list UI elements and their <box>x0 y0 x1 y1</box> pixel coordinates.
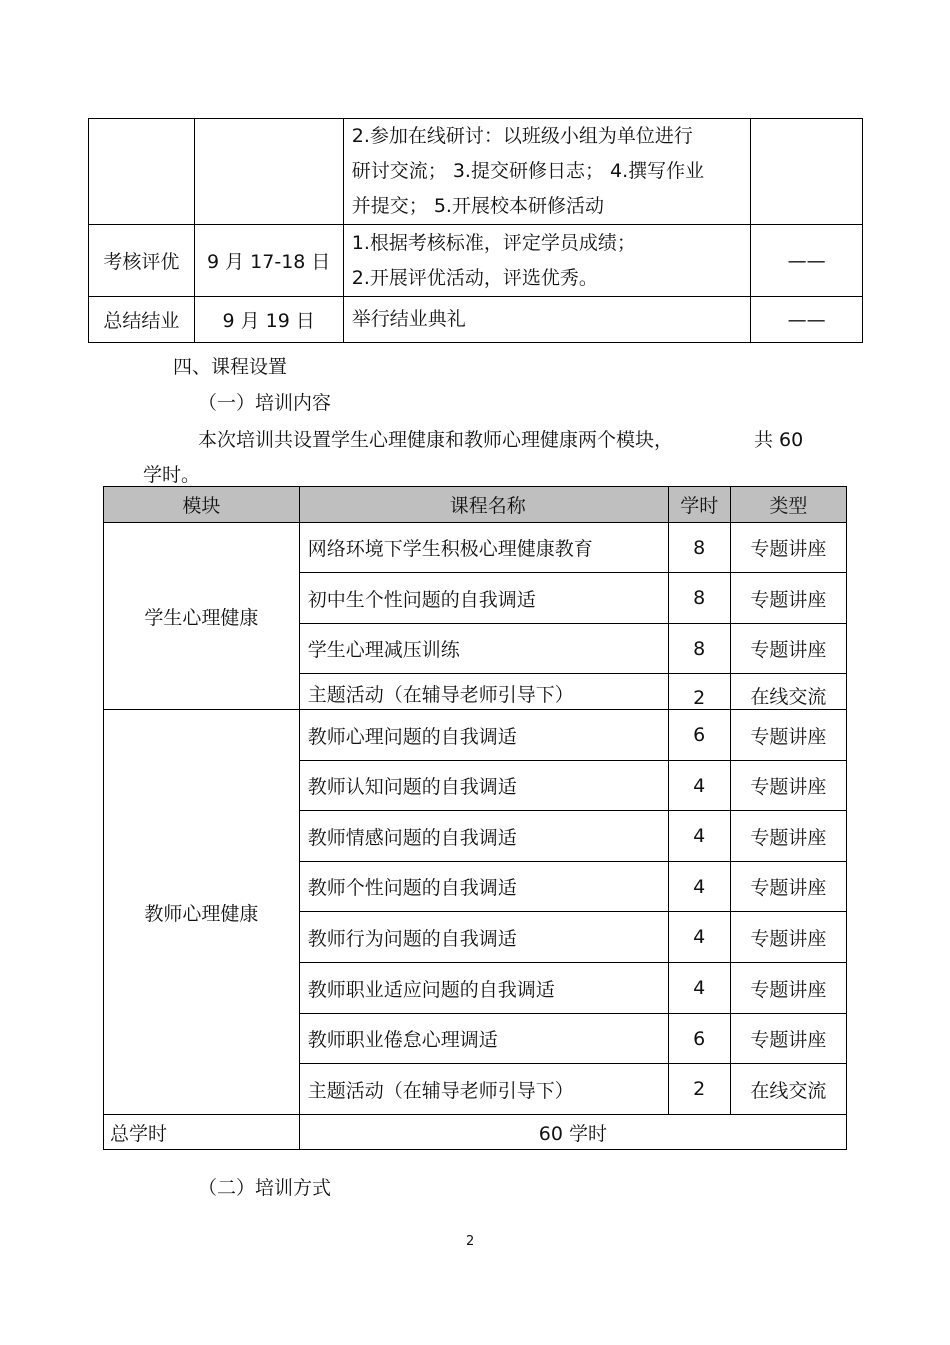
schedule-content-line: 并提交； 5.开展校本研修活动 <box>351 195 604 217</box>
course-name: 网络环境下学生积极心理健康教育 <box>299 523 668 573</box>
course-name: 教师行为问题的自我调适 <box>299 912 668 963</box>
course-hours: 8 <box>668 523 730 573</box>
total-row <box>104 1115 847 1150</box>
course-name: 教师职业适应问题的自我调适 <box>299 963 668 1014</box>
course-type: 专题讲座 <box>730 963 846 1014</box>
subsection-title: （一）培训内容 <box>198 392 332 414</box>
course-name: 初中生个性问题的自我调适 <box>299 573 668 624</box>
intro-text: 本次培训共设置学生心理健康和教师心理健康两个模块， <box>198 429 674 451</box>
schedule-content-line: 举行结业典礼 <box>351 308 466 330</box>
course-type: 专题讲座 <box>730 912 846 963</box>
course-hours: 2 <box>668 1064 730 1115</box>
module-name: 学生心理健康 <box>104 523 300 710</box>
course-type: 专题讲座 <box>730 573 846 624</box>
course-name: 教师个性问题的自我调适 <box>299 862 668 912</box>
header-course-name: 课程名称 <box>299 487 668 523</box>
course-type: 专题讲座 <box>730 862 846 912</box>
course-type: 在线交流 <box>730 674 846 710</box>
table-row <box>104 710 847 761</box>
course-hours: 4 <box>668 862 730 912</box>
course-hours: 4 <box>668 811 730 862</box>
course-type: 专题讲座 <box>730 710 846 761</box>
schedule-note-cell <box>751 119 863 225</box>
schedule-content-line: 1.根据考核标准，评定学员成绩； <box>351 231 636 254</box>
schedule-stage: 总结结业 <box>89 297 195 343</box>
intro-text-continued: 学时。 <box>143 464 201 486</box>
course-name: 教师职业倦怠心理调适 <box>299 1014 668 1064</box>
course-name: 教师心理问题的自我调适 <box>299 710 668 761</box>
table-row <box>104 523 847 573</box>
course-name: 学生心理减压训练 <box>299 624 668 674</box>
schedule-row <box>89 225 863 297</box>
schedule-content-cell <box>343 225 750 297</box>
page-number: 2 <box>466 1234 475 1249</box>
course-hours: 4 <box>668 761 730 811</box>
course-type: 专题讲座 <box>730 811 846 862</box>
course-table-header <box>104 487 847 523</box>
course-type: 在线交流 <box>730 1064 846 1115</box>
course-hours: 8 <box>668 573 730 624</box>
schedule-stage: 考核评优 <box>89 225 195 297</box>
header-type: 类型 <box>730 487 846 523</box>
course-name: 主题活动（在辅导老师引导下） <box>299 1064 668 1115</box>
course-type: 专题讲座 <box>730 1014 846 1064</box>
schedule-content-cell <box>343 119 750 225</box>
course-name: 主题活动（在辅导老师引导下） <box>299 674 668 710</box>
intro-total: 共 60 <box>754 429 804 451</box>
course-name: 教师认知问题的自我调适 <box>299 761 668 811</box>
schedule-date: 9 月 19 日 <box>194 297 343 343</box>
course-name: 教师情感问题的自我调适 <box>299 811 668 862</box>
schedule-content-line: 2.参加在线研讨：以班级小组为单位进行 <box>351 125 693 147</box>
schedule-content-cell <box>343 297 750 343</box>
schedule-note: —— <box>751 297 863 343</box>
course-hours: 4 <box>668 963 730 1014</box>
total-label: 总学时 <box>104 1115 300 1150</box>
course-type: 专题讲座 <box>730 624 846 674</box>
course-table <box>103 486 847 1150</box>
course-hours: 4 <box>668 912 730 963</box>
schedule-content-line: 研讨交流； 3.提交研修日志； 4.撰写作业 <box>351 160 705 182</box>
course-type: 专题讲座 <box>730 761 846 811</box>
schedule-row <box>89 119 863 225</box>
course-type: 专题讲座 <box>730 523 846 573</box>
schedule-note: —— <box>751 225 863 297</box>
module-name: 教师心理健康 <box>104 710 300 1115</box>
section-title: 四、课程设置 <box>173 356 288 378</box>
schedule-date: 9 月 17-18 日 <box>194 225 343 297</box>
header-module: 模块 <box>104 487 300 523</box>
course-hours: 6 <box>668 710 730 761</box>
schedule-content-line: 2.开展评优活动，评选优秀。 <box>351 266 598 289</box>
course-hours: 8 <box>668 624 730 674</box>
schedule-stage-cell <box>89 119 195 225</box>
total-value: 60 学时 <box>299 1115 846 1150</box>
course-hours: 2 <box>668 674 730 710</box>
schedule-table <box>88 118 863 343</box>
subsection-title: （二）培训方式 <box>198 1177 332 1199</box>
schedule-row <box>89 297 863 343</box>
course-hours: 6 <box>668 1014 730 1064</box>
header-hours: 学时 <box>668 487 730 523</box>
schedule-date-cell <box>194 119 343 225</box>
